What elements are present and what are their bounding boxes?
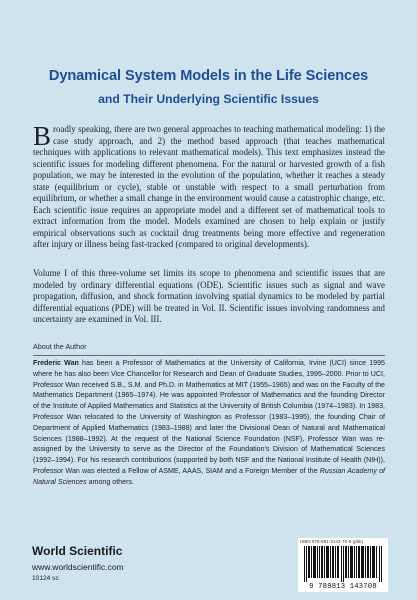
description-text-1: roadly speaking, there are two general approaches to teaching mathematical modeling: 1) the case study approach, and 2) the method based approach (that teaches mathematical techniques with applications to relevant mathematical models). This text emphasizes instead the scientific issues for modeling different phenomena. For the natural or harvested growth of a fish population, we may be interested in the evolution of the population, whether it reaches a steady state (equilibrium or cycle), stable or unstable with respect to a small perturbation from equilibrium, or whether a small change in the environment would cause a catastrophic change, etc. Each scientific issue requires an appropriate model and a different set of mathematical tools to extract information from the model. Models examined are chosen to help explain or justify empirical observations such as cocktail drug treatments being more effective and regeneration after injury or illness being fast-tracked (compared to original developments). — [33, 124, 385, 249]
catalog-code: 10124 sc — [32, 575, 59, 582]
author-name: Frederic Wan — [33, 359, 79, 367]
isbn-label: ISBN 978-981-3143-70-8 (pbk) — [300, 539, 364, 544]
book-subtitle: and Their Underlying Scientific Issues — [98, 92, 319, 106]
author-bio-text: has been a Professor of Mathematics at the University of California, Irvine (UCI) since 1995 where he has also been Vice Chancellor for Research and Dean of Graduate Studies, 1995–2000. Prior to UCI, Professor Wan received S.B., S.M. and Ph.D. in Mathematics at MIT (1955–1965) and was on the Faculty of the Mathematics Department (1965–1974). He was appointed Professor of Mathematics and the founding Director of the Institute of Applied Mathematics and Statistics at the University of British Columbia (1974–1983). In 1983, Professor Wan relocated to the University of Washington as Professor (1983–1995), the founding Chair of Department of Applied Mathematics (1983–1988) and later the Divisional Dean of Natural and Mathematical Sciences (1988–1992). At the request of the National Science Foundation (NSF), Professor Wan was re-assigned by the University to serve as the Director of the Foundation's Division of Mathematical Sciences (1992–1994). For his research contributions (supported by both NSF and the National Institute of Health (NIH)), Professor Wan was elected a Fellow of ASME, AAAS, SIAM and a Foreign Member of the — [33, 359, 385, 475]
publisher-website: www.worldscientific.com — [32, 562, 124, 572]
author-bio-end: among others. — [86, 477, 134, 486]
divider — [33, 355, 385, 356]
description-paragraph-2: Volume I of this three-volume set limits its scope to phenomena and scientific issues that are modeled by ordinary differential equations (ODE). Scientific issues such as signal and wave propagation, diffusion, and shock formation involving spatial dynamics to be modeled by partial differential equations (PDE) will be treated in Vol. II. Scientific issues involving randomness and uncertainty are examined in Vol. III. — [33, 268, 385, 324]
barcode-digits: 9 789813 143708 — [309, 583, 377, 591]
author-bio — [33, 358, 385, 488]
author-bio-italic: Russian Academy of Natural Sciences — [33, 466, 385, 486]
barcode-image — [304, 546, 384, 582]
description-paragraph-1 — [33, 121, 385, 251]
about-author-heading: About the Author — [33, 342, 87, 351]
drop-cap: B — [33, 121, 52, 151]
book-title: Dynamical System Models in the Life Sciences — [48, 68, 369, 84]
publisher-name: World Scientific — [32, 544, 123, 558]
